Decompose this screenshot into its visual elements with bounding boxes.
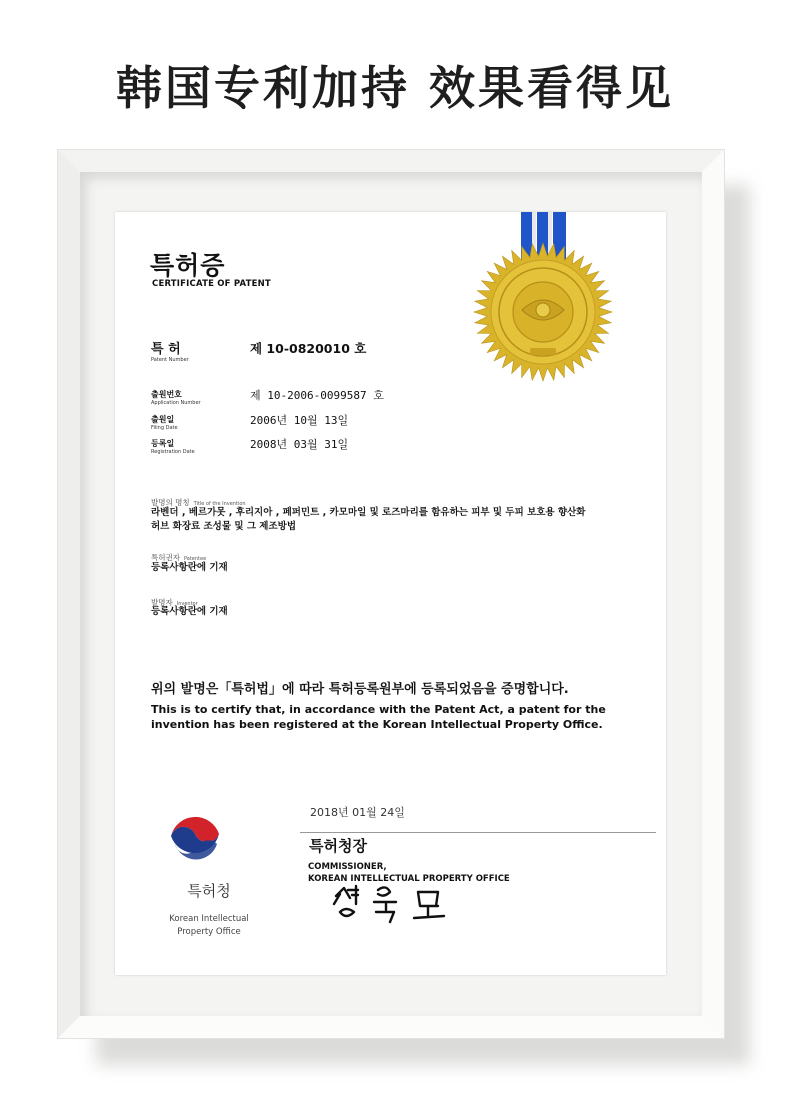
kipo-name-en (143, 913, 275, 939)
page-headline: 韩国专利加持 效果看得见 (115, 61, 674, 115)
registration-date-label-kr: 등록일 (151, 439, 175, 448)
inventor-label-kr: 발명자 (151, 598, 173, 607)
patent-number-value: 제 10-0820010 호 (250, 341, 367, 356)
commissioner-title-en-line1: COMMISSIONER, (308, 862, 387, 872)
gold-seal (470, 212, 620, 387)
application-number-label-kr: 출원번호 (151, 390, 182, 399)
signature-divider (300, 832, 656, 833)
certificate-title-kr: 특허증 (150, 251, 226, 280)
inventor-value: 등록사항란에 기재 (151, 606, 228, 617)
application-number-value: 제 10-2006-0099587 호 (250, 389, 384, 402)
kipo-name-en-line1: Korean Intellectual (169, 914, 249, 924)
kipo-name-en-line2: Property Office (177, 927, 241, 937)
invention-label-kr: 발명의 명칭 (151, 498, 190, 507)
patentee-label-kr: 특허권자 (151, 553, 180, 562)
kipo-name-kr: 특허청 (187, 882, 231, 900)
certificate-paper (115, 212, 666, 975)
issue-date: 2018년 01월 24일 (310, 806, 405, 819)
patentee-value: 등록사항란에 기재 (151, 562, 228, 573)
certification-statement-kr: 위의 발명은「특허법」에 따라 특허등록원부에 등록되었음을 증명합니다. (151, 682, 569, 697)
registration-date-value: 2008년 03월 31일 (250, 438, 349, 451)
invention-label-en: Title of the Invention (193, 501, 246, 507)
certificate-title-en: CERTIFICATE OF PATENT (152, 279, 271, 289)
application-number-label-en: Application Number (151, 400, 201, 406)
commissioner-signature (330, 882, 460, 932)
filing-date-label-kr: 출원일 (151, 415, 175, 424)
patentee-label-en: Patentee (183, 556, 207, 562)
registration-date-label (151, 438, 195, 455)
patent-number-label (151, 338, 189, 363)
registration-date-label-en: Registration Date (151, 449, 195, 455)
filing-date-label (151, 414, 178, 431)
invention-title-line1: 라벤더 , 베르가못 , 후리지아 , 페퍼민트 , 카모마일 및 로즈마리를 함유하는 피부 및 두피 보호용 향산화 (151, 507, 586, 518)
patent-number-label-kr: 특 허 (151, 342, 181, 357)
filing-date-value: 2006년 10월 13일 (250, 414, 349, 427)
patent-number-label-en: Patent Number (151, 357, 189, 363)
filing-date-label-en: Filing Date (151, 425, 178, 431)
certification-statement-en: This is to certify that, in accordance with the Patent Act, a patent for the invention has been registered at the Korean Intellectual Property Office. (151, 703, 606, 731)
commissioner-title-kr: 특허청장 (309, 837, 367, 855)
inventor-label-en: Inventor (176, 601, 198, 607)
application-number-label (151, 389, 201, 406)
commissioner-title-en-line2: KOREAN INTELLECTUAL PROPERTY OFFICE (308, 874, 510, 884)
kipo-logo-icon (161, 804, 231, 874)
invention-title-line2: 허브 화장료 조성물 및 그 제조방법 (151, 521, 297, 532)
